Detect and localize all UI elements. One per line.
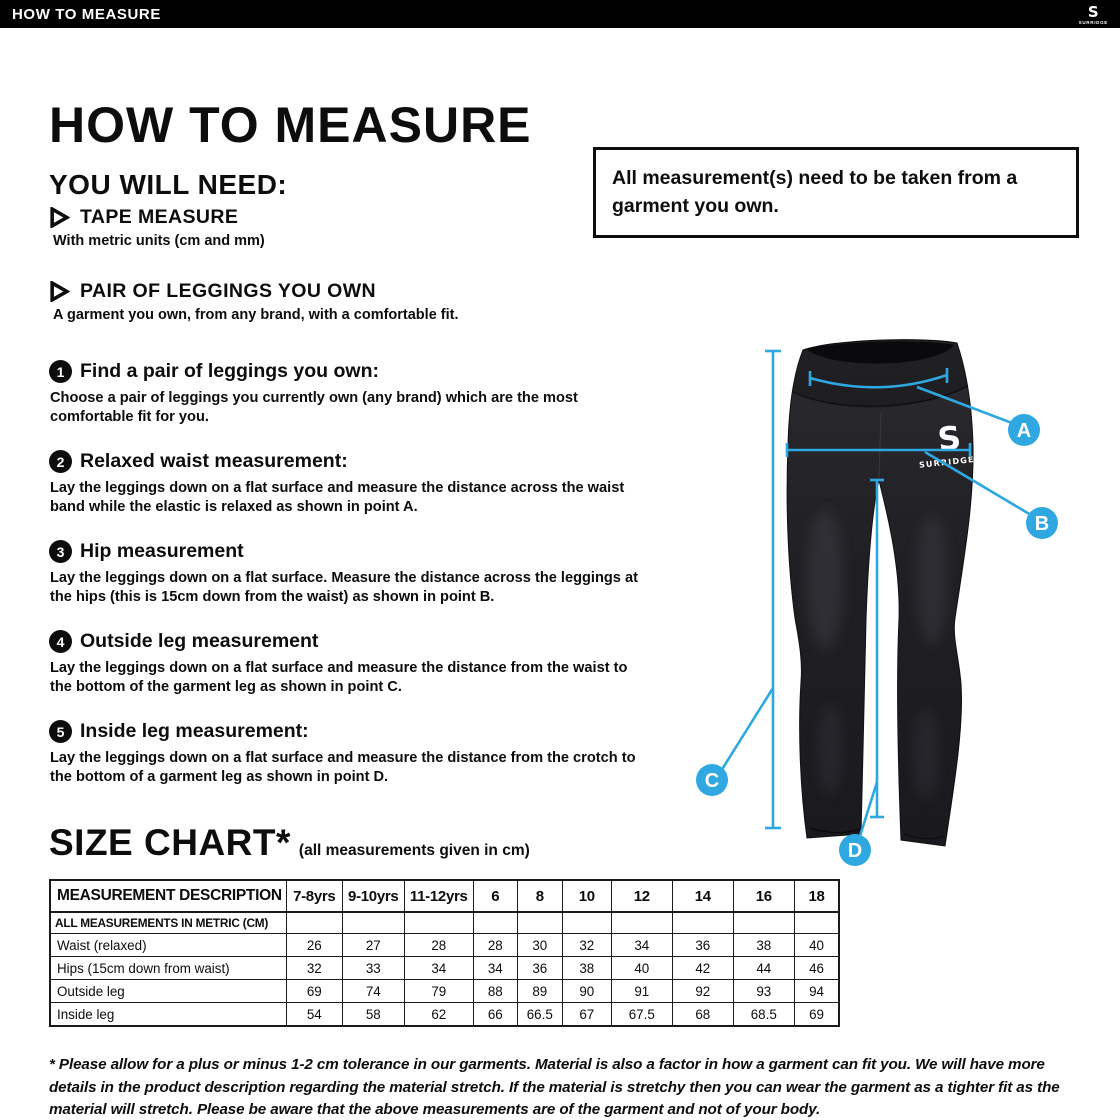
measurement-value: 74 (342, 980, 404, 1003)
triangle-bullet-icon (49, 281, 70, 302)
measurement-value: 40 (611, 957, 672, 980)
empty-cell (794, 912, 839, 934)
size-table-row (50, 980, 839, 1003)
measurement-value: 26 (286, 934, 342, 957)
need-item-title: PAIR OF LEGGINGS YOU OWN (80, 280, 376, 302)
measurement-value: 36 (672, 934, 733, 957)
measurement-value: 91 (611, 980, 672, 1003)
measurement-label: Outside leg (50, 980, 286, 1003)
measurement-label: Inside leg (50, 1003, 286, 1027)
measurement-label: Waist (relaxed) (50, 934, 286, 957)
step-description: Lay the leggings down on a flat surface and measure the distance from the waist to the bottom of the garment leg as shown in point C. (50, 660, 628, 696)
measurement-value: 36 (517, 957, 562, 980)
step-title: Hip measurement (80, 540, 244, 562)
need-item-leggings (49, 280, 589, 323)
measurement-value: 79 (404, 980, 473, 1003)
size-table-column-header: 8 (517, 880, 562, 912)
size-table-row (50, 1003, 839, 1027)
size-table-row (50, 934, 839, 957)
metric-note-row (50, 912, 839, 934)
page-title: HOW TO MEASURE (49, 96, 532, 153)
measurement-label: Hips (15cm down from waist) (50, 957, 286, 980)
step-description: Lay the leggings down on a flat surface and measure the distance across the waist band while the elastic is relaxed as shown in point A. (50, 480, 625, 516)
measurement-value: 40 (794, 934, 839, 957)
you-will-need-heading: YOU WILL NEED: (49, 169, 288, 201)
leggings-figure (670, 330, 1120, 890)
triangle-bullet-icon (49, 207, 70, 228)
size-table-column-header: 6 (473, 880, 517, 912)
step-number-badge: 2 (49, 450, 72, 473)
step-number-badge: 4 (49, 630, 72, 653)
measure-step (49, 450, 659, 540)
leggings-silhouette (787, 340, 975, 846)
measurement-value: 38 (733, 934, 794, 957)
size-chart-title: SIZE CHART* (49, 822, 291, 863)
need-item-tape-measure (49, 206, 589, 249)
top-bar (0, 0, 1120, 28)
measurement-note-box: All measurement(s) need to be taken from a garment you own. (593, 147, 1079, 238)
size-table-column-header: 14 (672, 880, 733, 912)
measurement-value: 28 (404, 934, 473, 957)
steps-list (49, 360, 659, 810)
step-title: Outside leg measurement (80, 630, 319, 652)
surridge-logo-s-icon: S (1087, 2, 1099, 21)
size-table-head-row (50, 880, 839, 912)
step-description: Choose a pair of leggings you currently own (any brand) which are the most comfortable fit for you. (50, 390, 578, 426)
size-chart-table (49, 879, 840, 1027)
measurement-value: 66.5 (517, 1003, 562, 1027)
measurement-value: 42 (672, 957, 733, 980)
measurement-value: 93 (733, 980, 794, 1003)
metric-note-label: ALL MEASUREMENTS IN METRIC (CM) (50, 912, 286, 934)
measurement-value: 32 (562, 934, 611, 957)
point-letter-a: A (1016, 420, 1032, 442)
size-table-column-header: 18 (794, 880, 839, 912)
measure-step (49, 360, 659, 450)
need-item-title: TAPE MEASURE (80, 206, 239, 228)
measurement-value: 62 (404, 1003, 473, 1027)
size-table-column-header: 7-8yrs (286, 880, 342, 912)
measurement-value: 32 (286, 957, 342, 980)
empty-cell (733, 912, 794, 934)
step-number-badge: 3 (49, 540, 72, 563)
measure-line-outside-leg (721, 351, 781, 828)
step-title: Find a pair of leggings you own: (80, 360, 379, 382)
garment-logo-wordmark: SURRIDGE (918, 455, 976, 470)
size-table-column-header: MEASUREMENT DESCRIPTION (50, 880, 286, 912)
measurement-value: 28 (473, 934, 517, 957)
point-letter-b: B (1034, 513, 1050, 535)
step-number-badge: 5 (49, 720, 72, 743)
need-item-detail: With metric units (cm and mm) (53, 233, 265, 249)
measurement-value: 33 (342, 957, 404, 980)
measurement-value: 38 (562, 957, 611, 980)
measurement-value: 68 (672, 1003, 733, 1027)
measure-step (49, 540, 659, 630)
surridge-logo-icon (1078, 2, 1108, 26)
garment-logo-s-icon: S (935, 418, 963, 459)
point-badge-c (696, 764, 728, 796)
measurement-value: 67 (562, 1003, 611, 1027)
size-table-column-header: 16 (733, 880, 794, 912)
measurement-value: 34 (473, 957, 517, 980)
measurement-value: 92 (672, 980, 733, 1003)
size-chart-heading (49, 822, 530, 864)
measurement-value: 30 (517, 934, 562, 957)
measurement-value: 88 (473, 980, 517, 1003)
empty-cell (517, 912, 562, 934)
empty-cell (342, 912, 404, 934)
measurement-value: 89 (517, 980, 562, 1003)
measurement-value: 90 (562, 980, 611, 1003)
measurement-value: 69 (794, 1003, 839, 1027)
measurement-value: 54 (286, 1003, 342, 1027)
size-table-column-header: 10 (562, 880, 611, 912)
size-table-body (50, 912, 839, 1026)
point-letter-c: C (704, 770, 720, 792)
measurement-value: 34 (404, 957, 473, 980)
measurement-value: 94 (794, 980, 839, 1003)
measurement-value: 44 (733, 957, 794, 980)
need-item-detail: A garment you own, from any brand, with a comfortable fit. (53, 307, 459, 323)
step-description: Lay the leggings down on a flat surface and measure the distance from the crotch to the bottom of a garment leg as shown in point D. (50, 750, 636, 786)
empty-cell (473, 912, 517, 934)
empty-cell (672, 912, 733, 934)
size-table-column-header: 12 (611, 880, 672, 912)
size-table-column-header: 11-12yrs (404, 880, 473, 912)
measurement-value: 69 (286, 980, 342, 1003)
step-description: Lay the leggings down on a flat surface. Measure the distance across the leggings at the hips (this is 15cm down from the waist) as shown in point B. (50, 570, 638, 606)
measurement-value: 66 (473, 1003, 517, 1027)
measure-step (49, 630, 659, 720)
point-badge-d (839, 834, 871, 866)
size-table-row (50, 957, 839, 980)
point-badge-b (1026, 507, 1058, 539)
measurement-value: 67.5 (611, 1003, 672, 1027)
empty-cell (611, 912, 672, 934)
measurement-value: 68.5 (733, 1003, 794, 1027)
top-bar-title: HOW TO MEASURE (12, 5, 161, 23)
measurement-value: 27 (342, 934, 404, 957)
point-letter-d: D (847, 840, 863, 862)
empty-cell (562, 912, 611, 934)
measurement-value: 34 (611, 934, 672, 957)
tolerance-footnote: * Please allow for a plus or minus 1-2 cm tolerance in our garments. Material is also a factor in how a garment can fit you. We will have more details in the product description regarding the material stretch. If the material is stretchy then you can wear the garment as a tighter fit as the material will stretch. Please be aware that the above measurements are of the garment and not of your body. (49, 1056, 1060, 1119)
empty-cell (286, 912, 342, 934)
empty-cell (404, 912, 473, 934)
step-title: Inside leg measurement: (80, 720, 309, 742)
measurement-value: 46 (794, 957, 839, 980)
surridge-logo-wordmark: SURRIDGE (1078, 19, 1108, 25)
step-number-badge: 1 (49, 360, 72, 383)
measurement-value: 58 (342, 1003, 404, 1027)
point-badge-a (1008, 414, 1040, 446)
measure-step (49, 720, 659, 810)
size-chart-subtitle: (all measurements given in cm) (298, 842, 530, 859)
size-table-column-header: 9-10yrs (342, 880, 404, 912)
step-title: Relaxed waist measurement: (80, 450, 348, 472)
